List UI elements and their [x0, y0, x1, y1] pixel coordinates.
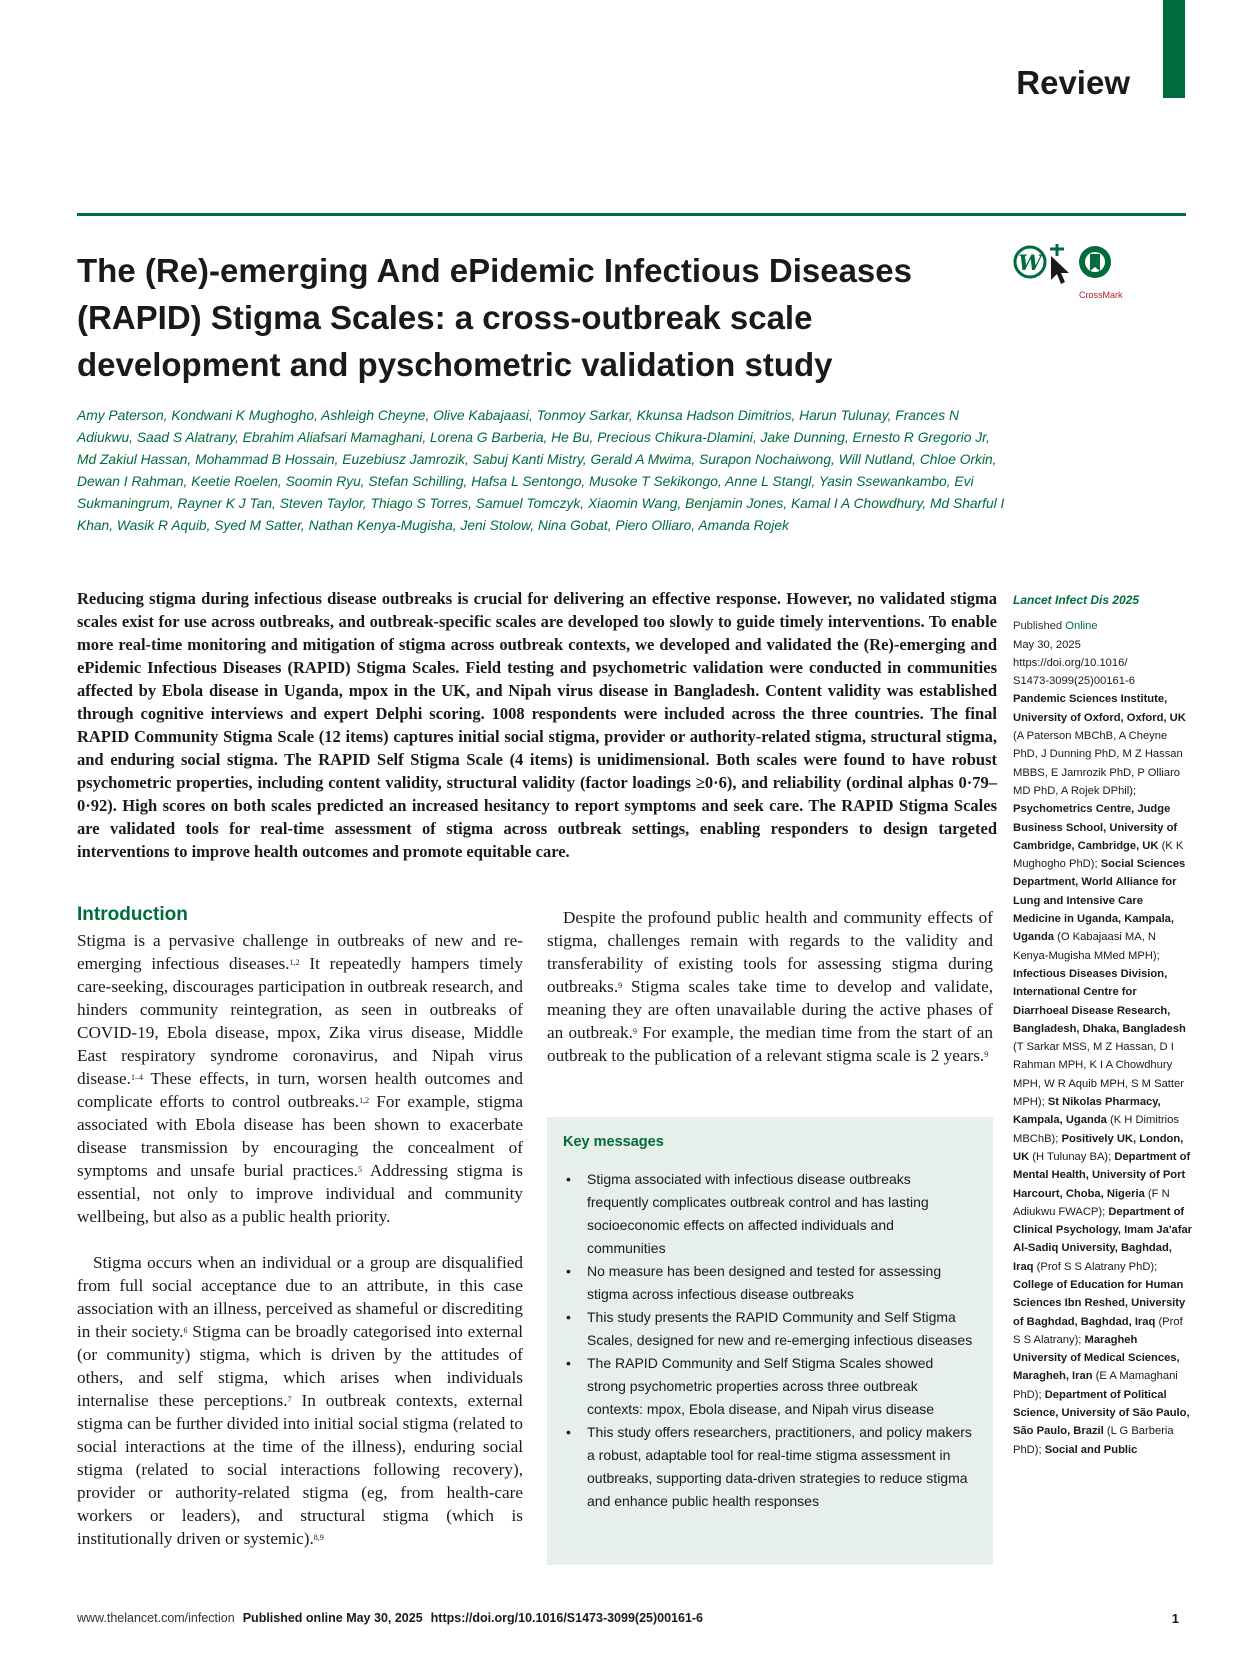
reference-link[interactable]: 6: [183, 1326, 188, 1335]
intro-paragraph-3: [547, 906, 993, 1067]
page-footer: [77, 1611, 1177, 1625]
header-green-bar: [1163, 0, 1185, 98]
key-messages-list: [563, 1168, 973, 1513]
reference-link[interactable]: 1,2: [289, 958, 300, 967]
affiliation-people: (L G Barberia PhD);: [1013, 1425, 1174, 1456]
affiliation-people: (Prof S S Alatrany);: [1013, 1315, 1183, 1346]
text-run: For example, stigma associated with Ebola disease has been shown to exacerbate disease transmission by encouraging the concealment of symptoms and unsafe burial practices.: [77, 1092, 523, 1180]
text-run: These effects, in turn, worsen health outcomes and complicate efforts to control outbreaks.: [77, 1069, 523, 1111]
journal-citation: Lancet Infect Dis 2025: [1013, 593, 1140, 607]
crossmark-label: CrossMark: [1079, 290, 1123, 300]
affiliation-people: (Prof S S Alatrany PhD);: [1033, 1260, 1158, 1273]
affiliation-people: (O Kabajaasi MA, N Kenya-Mugisha MMed MPH);: [1013, 931, 1160, 962]
key-message-item: • Stigma associated with infectious disease outbreaks frequently complicates outbreak control and has lasting socioeconomic effects on affected individuals and communities: [563, 1168, 973, 1260]
article-title: The (Re)-emerging And ePidemic Infectious Diseases (RAPID) Stigma Scales: a cross-outbreak scale development and pyschometric validation study: [77, 252, 912, 383]
affiliation-name: Department of Political Science, University of São Paulo, São Paulo, Brazil: [1013, 1388, 1190, 1438]
reference-link[interactable]: 9: [984, 1050, 989, 1059]
section-label: Review: [1016, 64, 1130, 101]
title-rule: [77, 213, 1186, 216]
published-online: Online: [1065, 620, 1098, 633]
text-run: Stigma can be broadly categorised into external (or community) stigma, which is driven by the attitudes of others, and self stigma, which arises when individuals internalise these perceptions.: [77, 1322, 524, 1410]
affiliation-name: Pandemic Sciences Institute, University of Oxford, Oxford, UK: [1013, 693, 1186, 724]
published-label: Published: [1013, 620, 1063, 633]
affiliation-people: (H Tulunay BA);: [1029, 1150, 1112, 1163]
text-run: Despite the profound public health and community effects of stigma, challenges remain with regards to the validity and transferability of existing tools for assessing stigma during outbreaks.: [547, 908, 993, 996]
affiliation-name: Psychometrics Centre, Judge Business School, University of Cambridge, Cambridge, UK: [1013, 803, 1178, 852]
page-number: 1: [1171, 1611, 1179, 1626]
affiliation-people: (K H Dimitrios MBChB);: [1013, 1114, 1179, 1145]
author-list: Amy Paterson, Kondwani K Mughogho, Ashleigh Cheyne, Olive Kabajaasi, Tonmoy Sarkar, Kkunsa Hadson Dimitrios, Harun Tulunay, Frances N Adiukwu, Saad S Alatrany, Ebrahim Aliafsari Mamaghani, Lorena G Barberia, He Bu, Precious Chikura-Dlamini, Jake Dunning, Ernesto R Gregorio Jr, Md Zakiul Hassan, Mohammad B Hossain, Euzebiusz Jamrozik, Sabuj Kanti Mistry, Gerald A Mwima, Surapon Nochaiwong, Will Nutland, Chloe Orkin, Dewan I Rahman, Keetie Roelen, Soomin Ryu, Stefan Schilling, Hafsa L Sentongo, Musoke T Sekikongo, Anne L Stangl, Yasin Ssewankambo, Evi Sukmaningrum, Rayner K J Tan, Steven Taylor, Thiago S Torres, Samuel Tomczyk, Xiaomin Wang, Benjamin Jones, Kamal I A Chowdhury, Md Sharful I Khan, Wasik R Aquib, Syed M Satter, Nathan Kenya-Mugisha, Jeni Stolow, Nina Gobat, Piero Olliaro, Amanda Rojek: [77, 408, 1005, 533]
footer-published: Published online May 30, 2025: [242, 1611, 423, 1625]
text-run: It repeatedly hampers timely care-seeking, discourages participation in outbreak research, and hinders community reintegration, as seen in outbreaks of COVID-19, Ebola disease, mpox, Zika virus disease, Middle East respiratory syndrome coronavirus, and Nipah virus disease.: [77, 954, 523, 1088]
introduction-heading: Introduction: [77, 904, 188, 925]
reference-link[interactable]: 1–4: [130, 1073, 143, 1082]
affiliation-people: (A Paterson MBChB, A Cheyne PhD, J Dunning PhD, M Z Hassan MBBS, E Jamrozik PhD, P Olliaro MD PhD, A Rojek DPhil);: [1013, 730, 1183, 797]
affiliation-name: Social Sciences Department, World Alliance for Lung and Intensive Care Medicine in Uganda, Kampala, Uganda: [1013, 858, 1186, 944]
key-messages-heading: Key messages: [563, 1134, 664, 1150]
text-run: For example, the median time from the start of an outbreak to the publication of a relevant stigma scale is 2 years.: [547, 1023, 993, 1065]
affiliation-people: (K K Mughogho PhD);: [1013, 839, 1184, 871]
svg-text:W: W: [1018, 250, 1042, 275]
reference-link[interactable]: 1,2: [359, 1096, 370, 1105]
affiliations: [1013, 690, 1193, 1458]
doi-link-line-1[interactable]: https://doi.org/10.1016/: [1013, 656, 1128, 669]
affiliation-name: Department of Clinical Psychology, Imam Ja'afar Al-Sadiq University, Baghdad, Iraq: [1013, 1205, 1193, 1273]
text-run: Stigma is a pervasive challenge in outbreaks of new and re-emerging infectious diseases.: [77, 931, 523, 973]
intro-paragraph-2: [77, 1251, 523, 1550]
cursor-star-icon[interactable]: [1050, 244, 1069, 284]
text-run: Stigma occurs when an individual or a group are disqualified from full social acceptance due to an attribute, in this case association with an illness, perceived as shameful or discrediting in their society.: [77, 1253, 523, 1341]
abstract: Reducing stigma during infectious disease outbreaks is crucial for delivering an effective response. However, no validated stigma scales exist for use across outbreaks, and outbreak-specific scales are developed too slowly to guide timely interventions. To enable more real-time monitoring and mitigation of stigma across outbreak contexts, we developed and validated the (Re)-emerging and ePidemic Infectious Diseases (RAPID) Stigma Scales. Field testing and psychometric validation were conducted in communities affected by Ebola disease in Uganda, mpox in the UK, and Nipah virus disease in Bangladesh. Content validity was established through cognitive interviews and expert Delphi scoring. 1008 respondents were included across the three countries. The final RAPID Community Stigma Scale (12 items) captures initial social stigma, provider or authority-related stigma, structural stigma, and enduring social stigma. The RAPID Self Stigma Scale (4 items) is unidimensional. Both scales were found to have robust psychometric properties, including content validity, structural validity (factor loadings ≥0·6), and reliability (ordinal alphas 0·79–0·92). High scores on both scales predicted an increased hesitancy to report symptoms and seek care. The RAPID Stigma Scales are validated tools for real-time assessment of stigma across outbreak settings, enabling responders to design targeted interventions to improve health outcomes and promote equitable care.: [77, 589, 997, 861]
article-sidebar: [1013, 591, 1193, 1459]
published-line: [1013, 617, 1193, 635]
affiliation-name: College of Education for Human Sciences Ibn Reshed, University of Baghdad, Baghdad, Iraq: [1013, 1278, 1186, 1328]
key-message-item: • No measure has been designed and tested for assessing stigma across infectious disease outbreaks: [563, 1260, 973, 1306]
affiliation-people: (E A Mamaghani PhD);: [1013, 1370, 1178, 1401]
affiliation-name: Maragheh University of Medical Sciences, Maragheh, Iran: [1013, 1333, 1180, 1383]
affiliation-name: Social and Public: [1044, 1443, 1138, 1456]
reference-link[interactable]: 9: [618, 981, 623, 990]
affiliation-name: Department of Mental Health, University of Port Harcourt, Choba, Nigeria: [1013, 1150, 1191, 1200]
doi-link-line-2[interactable]: S1473-3099(25)00161-6: [1013, 675, 1135, 688]
reference-link[interactable]: 5: [357, 1165, 362, 1174]
journal-url[interactable]: www.thelancet.com/infection: [77, 1611, 235, 1625]
intro-paragraph-1: [77, 929, 523, 1228]
text-run: Stigma scales take time to develop and validate, meaning they are often unavailable during the active phases of an outbreak.: [547, 977, 993, 1042]
affiliation-people: (F N Adiukwu FWACP);: [1013, 1187, 1170, 1218]
footer-doi[interactable]: https://doi.org/10.1016/S1473-3099(25)00161-6: [430, 1611, 704, 1625]
affiliation-name: Infectious Diseases Division, International Centre for Diarrhoeal Disease Research, Bangladesh, Dhaka, Bangladesh: [1013, 967, 1186, 1035]
text-run: Addressing stigma is essential, not only to improve individual and community wellbeing, but also as a public health priority.: [77, 1161, 523, 1226]
reference-link[interactable]: 7: [287, 1395, 292, 1404]
key-message-item: • This study offers researchers, practitioners, and policy makers a robust, adaptable tool for real-time stigma assessment in outbreaks, supporting data-driven strategies to reduce stigma and enhance public health responses: [563, 1421, 973, 1513]
publication-date: May 30, 2025: [1013, 638, 1081, 651]
crossmark-icon[interactable]: [1079, 246, 1111, 278]
key-message-item: • This study presents the RAPID Community and Self Stigma Scales, designed for new and re-emerging infectious diseases: [563, 1306, 973, 1352]
affiliation-name: St Nikolas Pharmacy, Kampala, Uganda: [1013, 1096, 1161, 1127]
text-run: In outbreak contexts, external stigma can be further divided into initial social stigma (related to social interactions at the time of the illness), enduring social stigma (related to social interactions following recovery), provider or authority-related stigma (eg, from health-care workers or leaders), and structural stigma (which is institutionally driven or systemic).: [77, 1391, 523, 1548]
reference-link[interactable]: 9: [632, 1027, 637, 1036]
affiliation-name: Positively UK, London, UK: [1013, 1132, 1184, 1163]
affiliation-people: (T Sarkar MSS, M Z Hassan, D I Rahman MPH, K I A Chowdhury MPH, W R Aquib MPH, S M Satter MPH);: [1013, 1041, 1184, 1109]
wiley-logo-icon[interactable]: [1015, 247, 1045, 277]
reference-link[interactable]: 8,9: [313, 1533, 324, 1542]
key-message-item: • The RAPID Community and Self Stigma Scales showed strong psychometric properties across three outbreak contexts: mpox, Ebola disease, and Nipah virus disease: [563, 1352, 973, 1421]
